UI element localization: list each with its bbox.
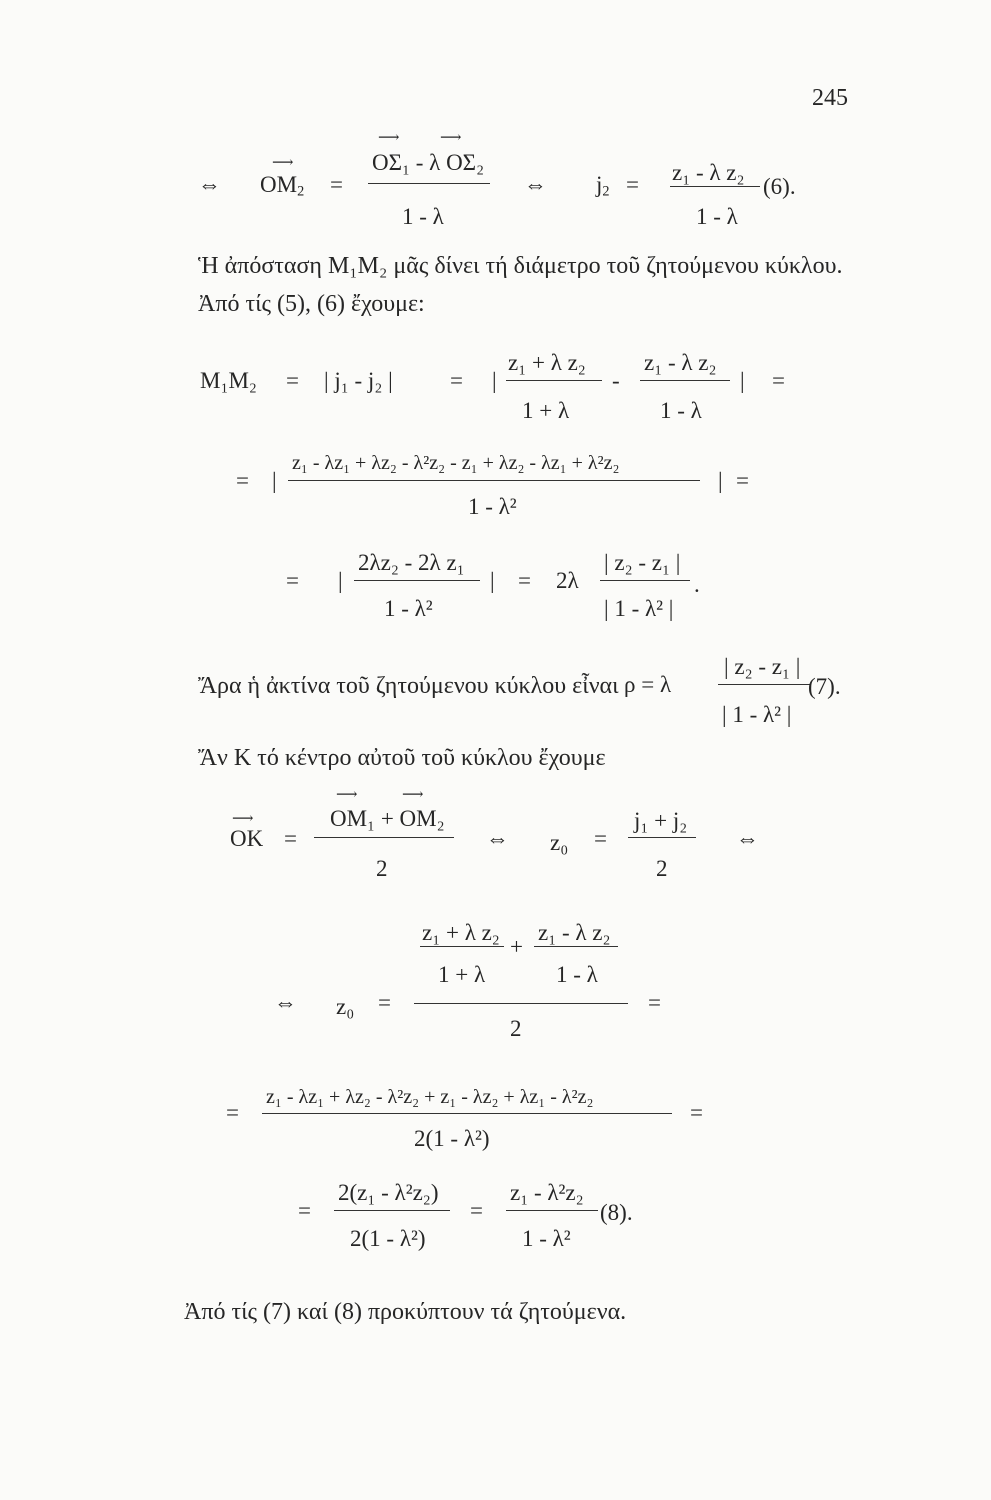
fraction-numerator: z₁ - λ z₂ bbox=[672, 160, 745, 185]
fraction-numerator: OM₁ + OM₂ bbox=[330, 806, 445, 831]
equals-sign: = bbox=[330, 172, 343, 197]
fraction-numerator: z₁ - λ²z₂ bbox=[510, 1180, 584, 1205]
iff-symbol: ⇔ bbox=[274, 990, 297, 1015]
equals-sign: = bbox=[518, 568, 531, 593]
equals-sign: = bbox=[284, 826, 297, 851]
fraction-denominator: 1 - λ bbox=[660, 398, 702, 423]
absolute-bar: | bbox=[492, 368, 497, 393]
fraction-denominator: 2 bbox=[656, 856, 668, 881]
equals-sign: = bbox=[736, 468, 749, 493]
equals-sign: = bbox=[226, 1100, 239, 1125]
fraction-denominator: 1 + λ bbox=[522, 398, 570, 423]
absolute-bar: | bbox=[338, 568, 343, 593]
fraction-bar bbox=[718, 684, 810, 685]
fraction-denominator: | 1 - λ² | bbox=[722, 702, 792, 727]
equation-tag: (6). bbox=[763, 174, 796, 199]
equals-sign: = bbox=[772, 368, 785, 393]
fraction-numerator: | z₂ - z₁ | bbox=[724, 654, 801, 679]
vector-arrow-icon: ⟶ bbox=[336, 787, 358, 803]
equation-lhs: ρ = λ bbox=[624, 672, 672, 697]
vector-ok: OK bbox=[230, 826, 264, 851]
fraction-bar bbox=[334, 1210, 450, 1211]
equals-sign: = bbox=[450, 368, 463, 393]
absolute-bar: | bbox=[740, 368, 745, 393]
fraction-bar bbox=[420, 946, 504, 947]
fraction-bar bbox=[314, 837, 454, 838]
equation-tag: (7). bbox=[808, 674, 841, 699]
fraction-numerator: 2λz₂ - 2λ z₁ bbox=[358, 550, 465, 575]
fraction-denominator: 2(1 - λ²) bbox=[414, 1126, 490, 1151]
iff-symbol: ⇔ bbox=[524, 172, 547, 197]
equals-sign: = bbox=[286, 368, 299, 393]
equals-sign: = bbox=[236, 468, 249, 493]
j2-variable: $j_2$ bbox=[596, 172, 610, 200]
inner-fraction-denominator: 1 - λ bbox=[556, 962, 598, 987]
iff-symbol: ⇔ bbox=[198, 172, 221, 197]
equals-sign: = bbox=[298, 1198, 311, 1223]
z0-variable: z₀ bbox=[550, 830, 569, 855]
absolute-value: | j₁ - j₂ | bbox=[324, 368, 393, 393]
fraction-bar bbox=[670, 186, 760, 187]
fraction-denominator: 1 - λ bbox=[402, 204, 444, 229]
equals-sign: = bbox=[594, 826, 607, 851]
fraction-numerator: j₁ + j₂ bbox=[634, 808, 688, 833]
equals-sign: = bbox=[286, 568, 299, 593]
plus-sign: + bbox=[510, 934, 523, 959]
text-line: Ἀπό τίς (7) καί (8) προκύπτουν τά ζητούμενα. bbox=[184, 1299, 627, 1325]
equals-sign: = bbox=[648, 990, 661, 1015]
period: . bbox=[694, 572, 700, 597]
fraction-denominator: | 1 - λ² | bbox=[604, 596, 674, 621]
text-line: Ἄρα ἡ ἀκτίνα τοῦ ζητούμενου κύκλου εἶναι bbox=[198, 673, 619, 699]
fraction-numerator: 2(z₁ - λ²z₂) bbox=[338, 1180, 439, 1205]
equation-lhs: M₁M₂ bbox=[200, 368, 257, 393]
fraction-denominator: 1 - λ² bbox=[384, 596, 433, 621]
fraction-denominator: 2 bbox=[510, 1016, 522, 1041]
fraction-denominator: 1 - λ² bbox=[468, 494, 517, 519]
text-line: Ἄν K τό κέντρο αὐτοῦ τοῦ κύκλου ἔχουμε bbox=[198, 745, 606, 771]
text-line: Ἀπό τίς (5), (6) ἔχουμε: bbox=[198, 291, 425, 317]
fraction-denominator: 1 - λ² bbox=[522, 1226, 571, 1251]
absolute-bar: | bbox=[272, 468, 277, 493]
z0-variable: z₀ bbox=[336, 994, 355, 1019]
iff-symbol: ⇔ bbox=[486, 826, 509, 851]
vector-arrow-icon: ⟶ bbox=[272, 155, 294, 171]
fraction-bar bbox=[368, 183, 490, 184]
minus-sign: - bbox=[612, 368, 620, 393]
fraction-numerator: z₁ - λz₁ + λz₂ - λ²z₂ - z₁ + λz₂ - λz₁ + λ²z₂ bbox=[292, 452, 620, 474]
equation-tag: (8). bbox=[600, 1200, 633, 1225]
fraction-bar bbox=[262, 1113, 672, 1114]
vector-arrow-icon: ⟶ bbox=[402, 787, 424, 803]
inner-fraction-numerator: z₁ + λ z₂ bbox=[422, 920, 500, 945]
fraction-bar bbox=[600, 580, 690, 581]
equals-sign: = bbox=[626, 172, 639, 197]
text-line: Ἡ ἀπόσταση M₁M₂ μᾶς δίνει τή διάμετρο τοῦ ζητούμενου κύκλου. bbox=[198, 253, 843, 279]
fraction-bar bbox=[354, 580, 480, 581]
page-number: 245 bbox=[812, 85, 848, 111]
fraction-bar bbox=[628, 837, 696, 838]
vector-arrow-icon: ⟶ bbox=[232, 811, 254, 827]
main-fraction-bar bbox=[414, 1003, 628, 1004]
fraction-bar bbox=[640, 380, 730, 381]
vector-om2: $OM_2$ bbox=[260, 172, 305, 200]
fraction-denominator: 2 bbox=[376, 856, 388, 881]
vector-arrow-icon: ⟶ bbox=[378, 130, 400, 146]
coefficient: 2λ bbox=[556, 568, 579, 593]
fraction-bar bbox=[506, 380, 602, 381]
fraction-numerator: OΣ₁ - λ OΣ₂ bbox=[372, 150, 485, 175]
absolute-bar: | bbox=[490, 568, 495, 593]
fraction-numerator: | z₂ - z₁ | bbox=[604, 550, 681, 575]
absolute-bar: | bbox=[718, 468, 723, 493]
iff-symbol: ⇔ bbox=[736, 826, 759, 851]
inner-fraction-numerator: z₁ - λ z₂ bbox=[538, 920, 611, 945]
fraction-bar bbox=[506, 1210, 598, 1211]
equals-sign: = bbox=[470, 1198, 483, 1223]
inner-fraction-denominator: 1 + λ bbox=[438, 962, 486, 987]
equals-sign: = bbox=[378, 990, 391, 1015]
fraction-numerator: z₁ - λz₁ + λz₂ - λ²z₂ + z₁ - λz₂ + λz₁ - λ²z₂ bbox=[266, 1086, 594, 1108]
fraction-denominator: 2(1 - λ²) bbox=[350, 1226, 426, 1251]
fraction-bar bbox=[534, 946, 618, 947]
fraction-bar bbox=[288, 480, 700, 481]
equals-sign: = bbox=[690, 1100, 703, 1125]
fraction-numerator: z₁ - λ z₂ bbox=[644, 350, 717, 375]
vector-arrow-icon: ⟶ bbox=[440, 130, 462, 146]
fraction-denominator: 1 - λ bbox=[696, 204, 738, 229]
fraction-numerator: z₁ + λ z₂ bbox=[508, 350, 586, 375]
